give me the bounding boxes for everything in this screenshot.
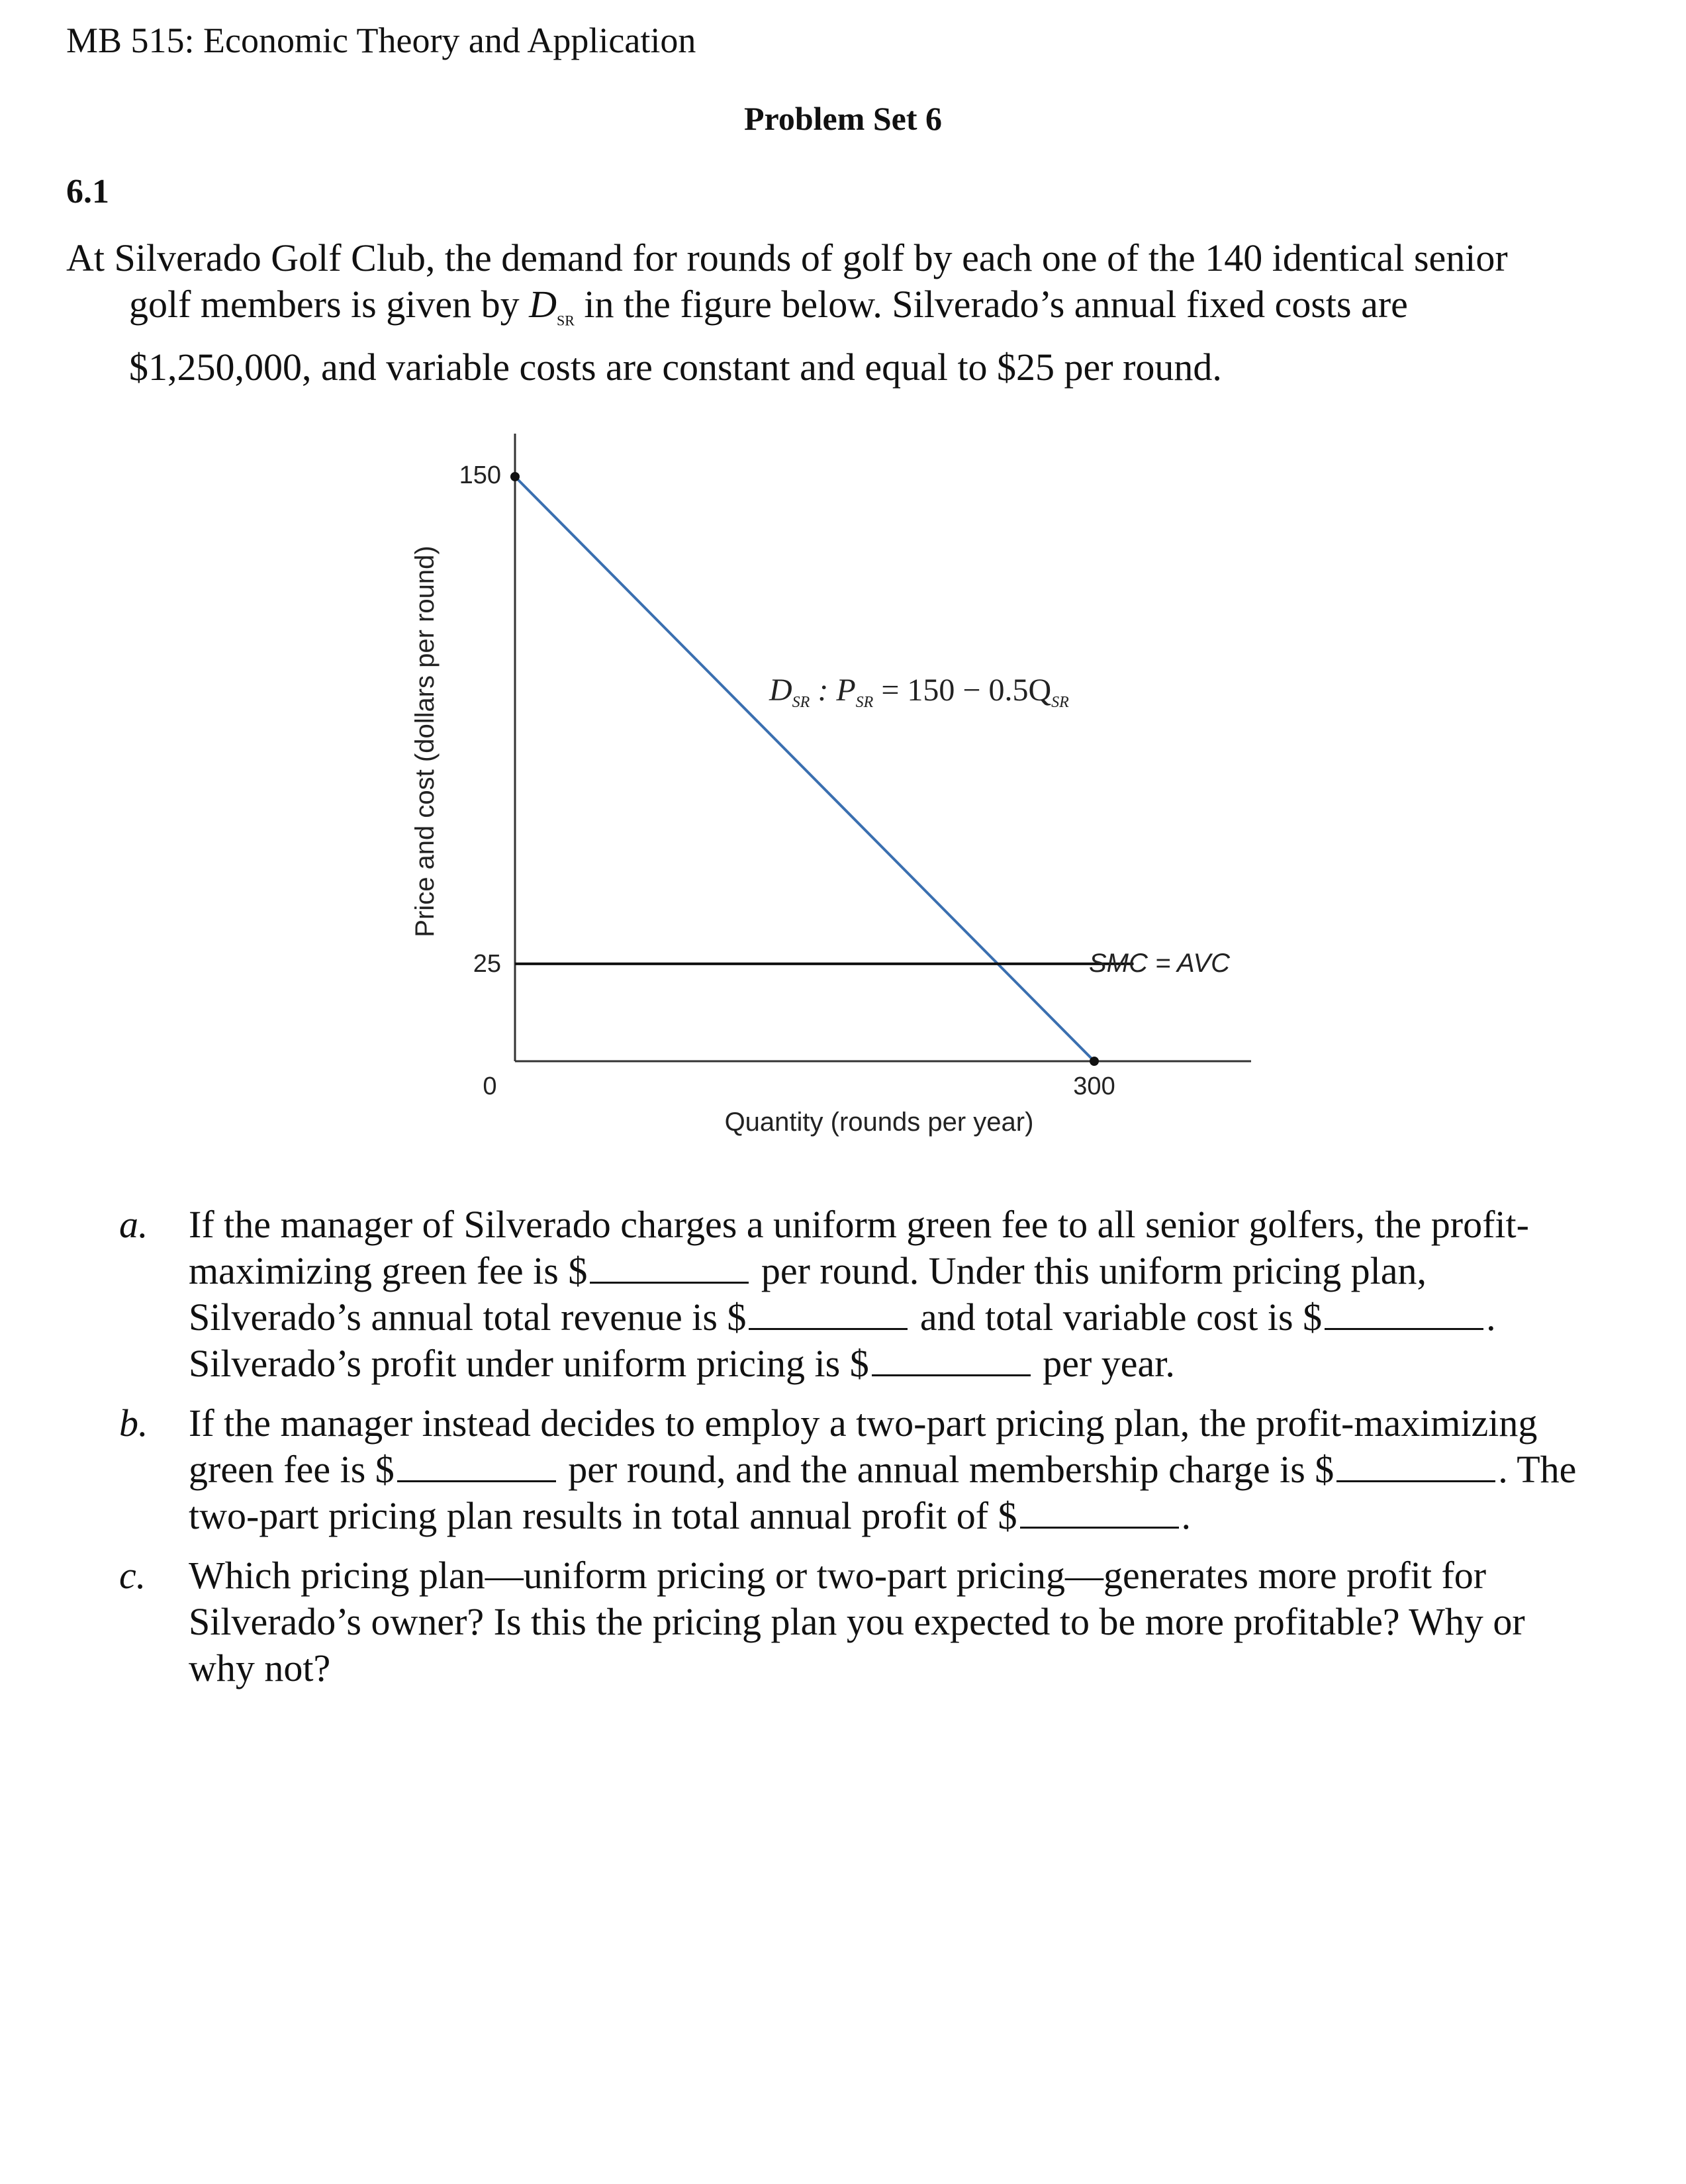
intro-line-2-rest: in the figure below. Silverado’s annual fixed costs are bbox=[574, 283, 1408, 326]
demand-intercept-point bbox=[510, 472, 520, 481]
question-a-line-2-rest: per round. Under this uniform pricing plan, bbox=[751, 1249, 1427, 1292]
question-a-line-4-rest: per year. bbox=[1033, 1342, 1175, 1385]
question-b-line-3-end: . bbox=[1181, 1494, 1192, 1537]
answer-blank-two-part-profit[interactable] bbox=[1020, 1494, 1179, 1529]
x-tick-0: 0 bbox=[483, 1072, 497, 1100]
question-a-line-2-text: maximizing green fee is $ bbox=[189, 1249, 588, 1292]
demand-subscript: SR bbox=[556, 312, 575, 329]
question-a-line-1: If the manager of Silverado charges a uniform green fee to all senior golfers, the profit- bbox=[189, 1203, 1529, 1246]
question-a-label: a. bbox=[119, 1203, 148, 1246]
demand-x-intercept-point bbox=[1090, 1057, 1099, 1066]
question-b-line-3 bbox=[189, 1493, 1609, 1539]
y-axis-label: Price and cost (dollars per round) bbox=[410, 546, 440, 937]
answer-blank-total-variable-cost[interactable] bbox=[1325, 1295, 1483, 1330]
question-b bbox=[119, 1400, 1609, 1539]
question-b-line-2-mid: per round, and the annual membership charge is $ bbox=[558, 1448, 1335, 1491]
course-title: MB 515: Economic Theory and Application bbox=[66, 21, 696, 60]
question-b-label: b. bbox=[119, 1401, 148, 1445]
answer-blank-total-revenue[interactable] bbox=[749, 1295, 908, 1330]
y-tick-25: 25 bbox=[473, 950, 501, 978]
question-c-line-3: why not? bbox=[189, 1646, 331, 1689]
answer-blank-two-part-fee[interactable] bbox=[397, 1447, 556, 1482]
answer-blank-membership-charge[interactable] bbox=[1336, 1447, 1495, 1482]
question-c-line-1: Which pricing plan—uniform pricing or two-part pricing—generates more profit for bbox=[189, 1554, 1487, 1597]
question-c-line-2: Silverado’s owner? Is this the pricing plan you expected to be more profitable? Why or bbox=[189, 1600, 1525, 1643]
question-a-line-3 bbox=[189, 1294, 1609, 1341]
smc-avc-label: SMC = AVC bbox=[1089, 949, 1231, 978]
intro-line-2 bbox=[66, 281, 1589, 344]
intro-line-2-text: golf members is given by bbox=[129, 283, 530, 326]
answer-blank-uniform-fee[interactable] bbox=[590, 1249, 749, 1284]
x-tick-300: 300 bbox=[1073, 1072, 1115, 1100]
question-c bbox=[119, 1552, 1609, 1691]
question-b-line-3-text: two-part pricing plan results in total annual profit of $ bbox=[189, 1494, 1017, 1537]
question-c-label: c. bbox=[119, 1554, 146, 1597]
intro-line-3: $1,250,000, and variable costs are constant and equal to $25 per round. bbox=[129, 345, 1222, 389]
question-b-line-2 bbox=[189, 1447, 1609, 1493]
answer-blank-uniform-profit[interactable] bbox=[872, 1341, 1031, 1376]
question-a-line-4 bbox=[189, 1341, 1609, 1387]
question-a-line-3-mid: and total variable cost is $ bbox=[910, 1296, 1323, 1339]
demand-curve bbox=[515, 477, 1094, 1061]
demand-cost-chart bbox=[371, 424, 1297, 1152]
x-axis-label: Quantity (rounds per year) bbox=[724, 1108, 1034, 1137]
problem-statement bbox=[66, 235, 1589, 391]
question-b-line-2-end: . The bbox=[1498, 1448, 1577, 1491]
question-b-line-1: If the manager instead decides to employ a two-part pricing plan, the profit-maximizing bbox=[189, 1401, 1538, 1445]
question-a-line-2 bbox=[189, 1248, 1609, 1294]
demand-equation-label: $D_{SR}$ : $P_{SR} = 150 - 0.5Q_{SR}$ bbox=[769, 673, 1069, 711]
question-b-line-2-text: green fee is $ bbox=[189, 1448, 395, 1491]
intro-line-1: At Silverado Golf Club, the demand for rounds of golf by each one of the 140 identical senior bbox=[66, 236, 1508, 279]
demand-symbol: D bbox=[529, 283, 557, 326]
question-a-line-3-end: . bbox=[1486, 1296, 1496, 1339]
question-a bbox=[119, 1202, 1609, 1387]
section-number: 6.1 bbox=[66, 173, 109, 211]
page-title: Problem Set 6 bbox=[743, 100, 943, 137]
question-a-line-3-text: Silverado’s annual total revenue is $ bbox=[189, 1296, 747, 1339]
question-a-line-4-text: Silverado’s profit under uniform pricing is $ bbox=[189, 1342, 869, 1385]
y-tick-150: 150 bbox=[459, 461, 501, 489]
